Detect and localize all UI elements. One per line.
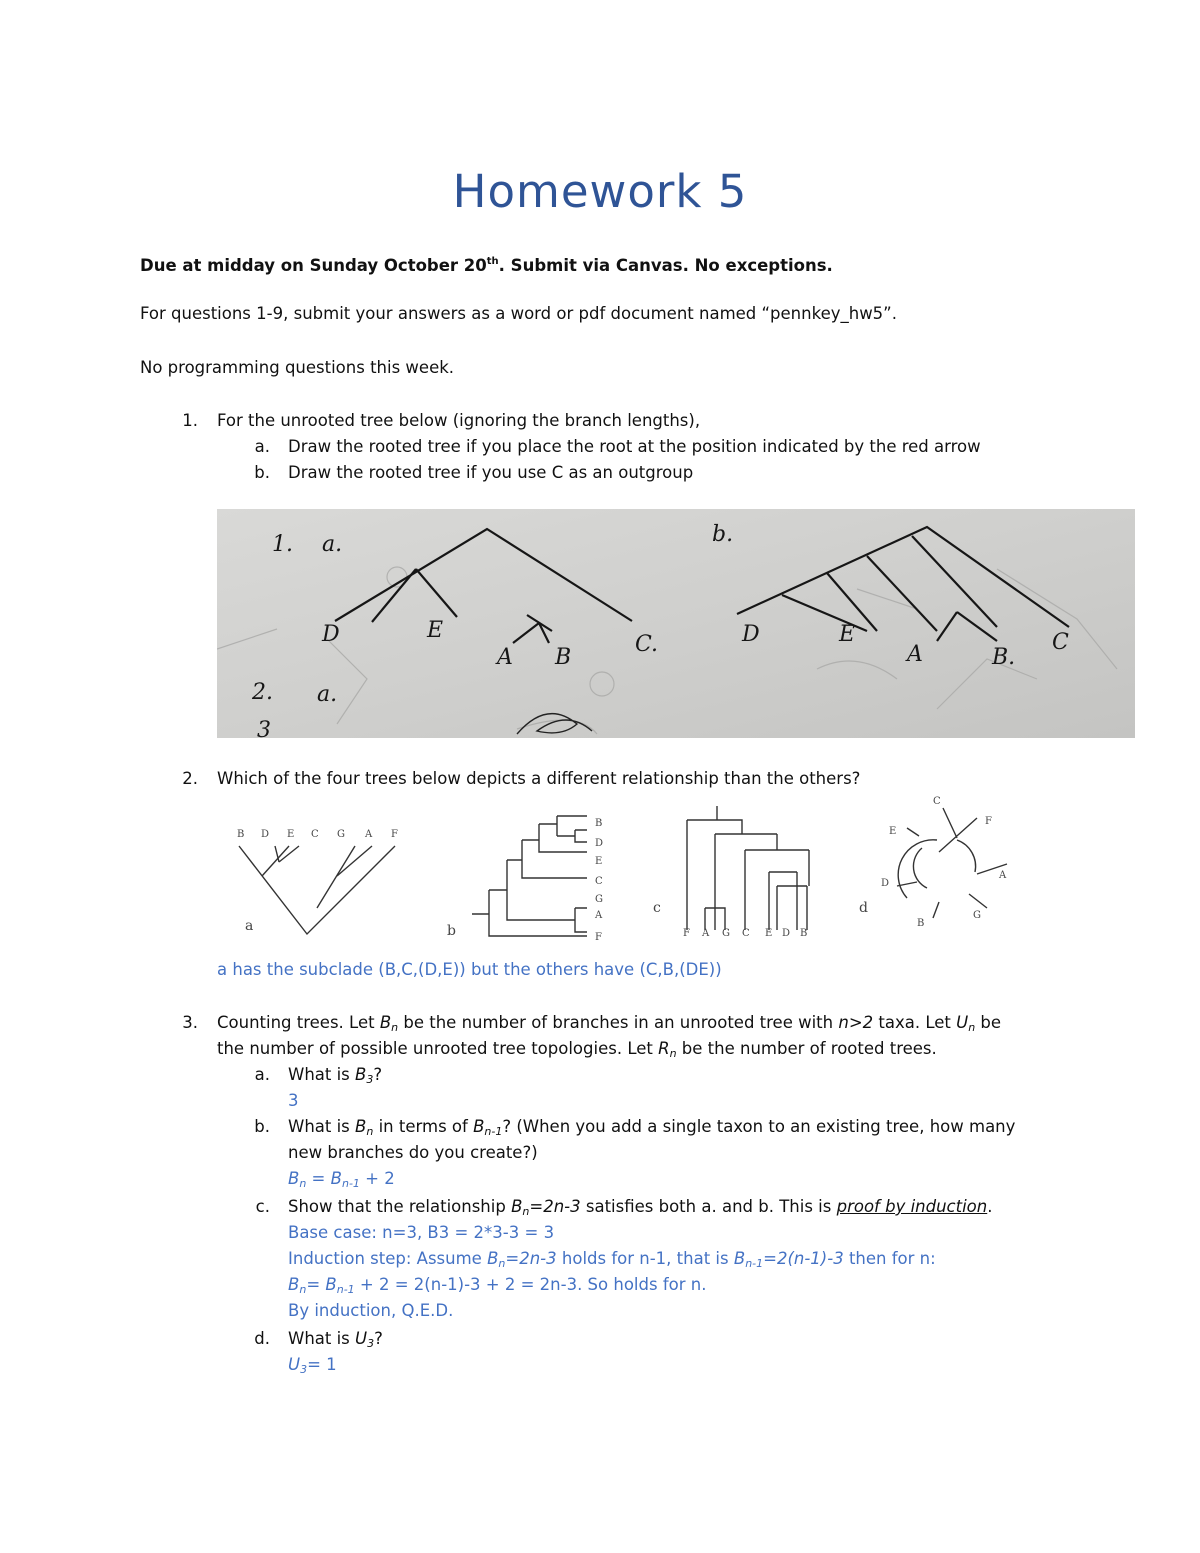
tree-b-branch: [507, 840, 587, 878]
photo-label: E: [427, 618, 444, 643]
tree-b-taxon: E: [595, 856, 603, 867]
tree-a-label: a: [245, 918, 254, 934]
q1b-text: Draw the rooted tree if you use C as an outgroup: [288, 463, 694, 482]
photo-background: [217, 509, 1135, 738]
q3-intro-line1: Counting trees. Let $B_n$ be the number of branches in an unrooted tree with n>2 taxa. Let $U_n$ be: [217, 1013, 1002, 1034]
tree-d-taxon: E: [889, 826, 897, 837]
photo-label: D: [322, 622, 340, 647]
tree-c-taxon: D: [782, 928, 791, 939]
q3c-label: c.: [255, 1197, 270, 1216]
photo-label: D: [742, 622, 760, 647]
q1a-text: Draw the rooted tree if you place the root at the position indicated by the red arrow: [288, 437, 981, 456]
tree-c-branch: [705, 834, 725, 930]
tree-d-branch: [897, 828, 1007, 918]
tree-a-taxon: G: [337, 829, 345, 840]
q3a-label: a.: [254, 1065, 270, 1084]
q3c-induction-step: Induction step: Assume $B_n=2n-3$ holds for n-1, that is $B_{n-1}=2(n-1)-3$ then for n:: [288, 1249, 936, 1270]
tree-b-taxon: C: [595, 876, 603, 887]
q3c-base-case: Base case: n=3, B3 = 2*3-3 = 3: [288, 1223, 555, 1242]
page-title: Homework 5: [452, 165, 748, 218]
photo-label: 3: [257, 718, 271, 738]
photo-label: C.: [635, 632, 659, 657]
q3b-label: b.: [254, 1117, 270, 1136]
q3c-conclusion: By induction, Q.E.D.: [288, 1301, 454, 1320]
handwritten-tree-photo: [217, 509, 1135, 738]
photo-label: B: [555, 645, 572, 670]
q3d-answer: $U_3= 1$: [288, 1355, 337, 1376]
q3d-label: d.: [254, 1329, 270, 1348]
tree-b-taxon: D: [595, 838, 604, 849]
photo-label: C: [1052, 630, 1069, 655]
photo-label: 1.: [272, 532, 293, 557]
no-programming-note: No programming questions this week.: [140, 358, 455, 377]
tree-b-branch: [575, 908, 587, 932]
q3c-derivation: $B_n= B_{n-1} + 2 = 2(n-1)-3 + 2 = 2n-3$. So holds for n.: [288, 1275, 707, 1296]
photo-label: b.: [712, 522, 734, 547]
q3c-text: Show that the relationship $B_n=2n-3$ satisfies both a. and b. This is proof by induction.: [288, 1197, 993, 1218]
tree-d-taxon: B: [917, 918, 925, 929]
tree-b-branch: [489, 860, 575, 920]
tree-a-branch: [239, 846, 395, 934]
tree-c-branch: [769, 872, 797, 930]
q3b-answer: $B_n = B_{n-1} + 2$: [288, 1169, 395, 1190]
q3a-answer: 3: [288, 1091, 299, 1110]
tree-a-branch: [317, 846, 355, 908]
tree-b-branch: [557, 830, 587, 842]
tree-b-label: b: [447, 923, 456, 939]
q1-text: For the unrooted tree below (ignoring the branch lengths),: [217, 411, 701, 430]
four-trees-drawing: [217, 790, 1035, 955]
tree-c-taxon: A: [702, 928, 710, 939]
q3-number: 3.: [182, 1013, 198, 1032]
tree-c-label: c: [653, 900, 661, 916]
photo-label: B.: [992, 645, 1016, 670]
tree-a-taxon: F: [391, 829, 398, 840]
tree-d-branch: [957, 840, 976, 872]
q1a-label: a.: [254, 437, 270, 456]
photo-label: a.: [317, 682, 338, 707]
q1-number: 1.: [182, 411, 198, 430]
tree-c-taxon: B: [800, 928, 808, 939]
tree-c-taxon: E: [765, 928, 773, 939]
tree-d-label: d: [859, 900, 868, 916]
tree-c-taxon: F: [683, 928, 690, 939]
tree-b-branch: [472, 890, 587, 936]
photo-label: a.: [322, 532, 343, 557]
q1b-label: b.: [254, 463, 270, 482]
tree-c-taxon: G: [722, 928, 730, 939]
q3-intro-line2: the number of possible unrooted tree topologies. Let $R_n$ be the number of rooted trees.: [217, 1039, 937, 1060]
photo-label: 2.: [252, 680, 273, 705]
tree-a-taxon: E: [287, 829, 295, 840]
q3a-text: What is $B_3$?: [288, 1065, 383, 1086]
tree-d-taxon: C: [933, 796, 941, 807]
tree-b-taxon: F: [595, 932, 602, 943]
tree-c-branch: [715, 820, 777, 834]
tree-a-taxon: C: [311, 829, 319, 840]
tree-d-branch: [939, 808, 977, 852]
q3b-text-line2: new branches do you create?): [288, 1143, 538, 1162]
tree-d-branch: [898, 840, 937, 898]
q2-text: Which of the four trees below depicts a different relationship than the others?: [217, 769, 861, 788]
tree-a-taxon: A: [365, 829, 373, 840]
four-trees-figure: [217, 790, 1035, 955]
q3d-text: What is $U_3$?: [288, 1329, 383, 1350]
photo-label: E: [839, 622, 856, 647]
photo-label: A: [907, 642, 923, 667]
tree-b-branch: [539, 816, 587, 836]
tree-b-branch: [522, 824, 587, 852]
q2-answer: a has the subclade (B,C,(D,E)) but the others have (C,B,(DE)): [217, 960, 722, 979]
tree-a-taxon: D: [261, 829, 270, 840]
photo-label: A: [497, 645, 513, 670]
tree-d-taxon: F: [985, 816, 992, 827]
tree-c-branch: [777, 872, 809, 930]
tree-b-taxon: B: [595, 818, 603, 829]
instructions: For questions 1-9, submit your answers as a word or pdf document named “pennkey_hw5”.: [140, 304, 897, 323]
tree-b-taxon: A: [595, 910, 603, 921]
tree-a-taxon: B: [237, 829, 245, 840]
tree-d-taxon: A: [999, 870, 1007, 881]
due-line: Due at midday on Sunday October 20th. Submit via Canvas. No exceptions.: [140, 256, 833, 275]
tree-b-taxon: G: [595, 894, 603, 905]
tree-d-taxon: D: [881, 878, 890, 889]
tree-c-taxon: C: [742, 928, 750, 939]
tree-a-branch: [337, 846, 372, 876]
q2-number: 2.: [182, 769, 198, 788]
q3b-text-line1: What is $B_n$ in terms of $B_{n-1}$? (When you add a single taxon to an existing tree, how many: [288, 1117, 1016, 1138]
tree-c-branch: [687, 806, 717, 930]
handwritten-tree-drawing: [217, 509, 1135, 738]
tree-d-taxon: G: [973, 910, 981, 921]
